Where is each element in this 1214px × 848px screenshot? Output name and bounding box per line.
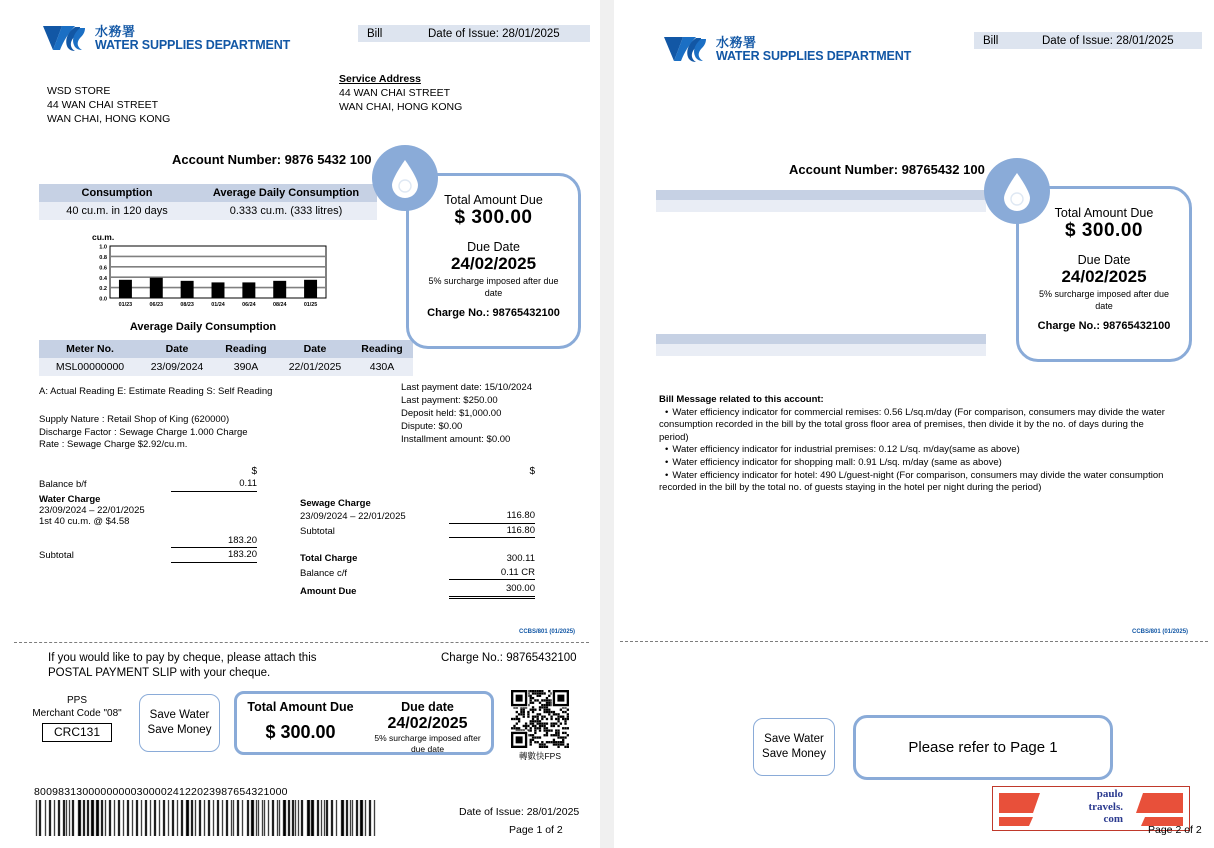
bill-message-item: • Water efficiency indicator for commercial remises: 0.56 L/sq.m/day (For comparison, consumers may divide the water consumption recorded in the bill by the total gross floor area of premises, then divide it by the no. of days during the period)	[659, 407, 1171, 445]
meter-reading1-value: 390A	[213, 358, 279, 376]
chart-y-axis-label: cu.m.	[92, 232, 115, 242]
bill-message-title: Bill Message related to this account:	[659, 394, 824, 405]
bill-message-list	[659, 407, 1171, 495]
water-charge-tier: 1st 40 cu.m. @ $4.58	[39, 515, 130, 527]
total-amount-value: $ 300.00	[454, 207, 533, 228]
bill-label: Bill	[367, 27, 383, 40]
stamp-text	[1088, 788, 1123, 826]
balance-bf-label: Balance b/f	[39, 479, 87, 490]
water-drop-icon	[1002, 171, 1032, 211]
water-currency-symbol: $	[251, 466, 257, 477]
cheque-instruction: If you would like to pay by cheque, please attach this POSTAL PAYMENT SLIP with your cheque.	[48, 652, 317, 679]
water-subtotal-label: Subtotal	[39, 550, 74, 561]
meter-date2-value: 22/01/2025	[279, 358, 351, 376]
tear-off-line-page2	[620, 641, 1208, 642]
supply-info	[39, 414, 248, 452]
avg-daily-value: 0.333 cu.m. (333 litres)	[195, 202, 377, 220]
mailing-address-line: WAN CHAI, HONG KONG	[47, 113, 171, 125]
redacted-bar	[656, 190, 986, 200]
wsd-masthead	[42, 24, 290, 54]
svg-text:08/24: 08/24	[272, 302, 287, 308]
sewage-period-amount: 116.80	[449, 509, 535, 524]
water-subtotal-row	[39, 548, 257, 563]
water-drop-badge	[372, 145, 438, 211]
dispute: Dispute: $0.00	[401, 421, 463, 432]
bill-message-item: • Water efficiency indicator for shopping mall: 0.91 L/sq. m/day (same as above)	[659, 457, 1171, 470]
total-amount-label: Total Amount Due	[1054, 206, 1154, 220]
account-number-page2: Account Number: 98765432 100	[789, 162, 985, 177]
svg-text:0.8: 0.8	[99, 255, 107, 261]
total-amount-due-box	[406, 173, 581, 349]
issue-date: Date of Issue: 28/01/2025	[428, 27, 560, 40]
due-date-value: 24/02/2025	[450, 254, 537, 273]
bill-label: Bill	[983, 34, 999, 47]
bill-message-item: • Water efficiency indicator for industrial premises: 0.12 L/sq. m/day(same as above)	[659, 444, 1171, 457]
total-amount-label: Total Amount Due	[444, 193, 543, 207]
svg-text:01/24: 01/24	[211, 302, 225, 308]
form-code-page2: CCBS/801 (01/2025)	[1132, 629, 1189, 635]
fps-qr-block	[511, 690, 569, 762]
sewage-period-row	[300, 509, 535, 524]
wsd-logo-icon	[663, 35, 707, 65]
page-separator	[600, 0, 614, 848]
balance-cf-amount: 0.11 CR	[449, 566, 535, 581]
due-date-label: Due Date	[467, 240, 520, 254]
redacted-bar	[656, 344, 986, 356]
chart-title: Average Daily Consumption	[129, 321, 277, 333]
total-charge-row	[300, 552, 535, 566]
fps-qr-code	[511, 690, 569, 748]
sewage-charge-title: Sewage Charge	[300, 498, 371, 509]
total-charge-label: Total Charge	[300, 553, 358, 564]
consumption-table	[39, 184, 377, 220]
meter-reading1-header: Reading	[213, 340, 279, 358]
consumption-value: 40 cu.m. in 120 days	[39, 202, 195, 220]
sewage-charge-block	[300, 466, 535, 599]
water-drop-icon	[390, 158, 420, 198]
payment-details	[401, 381, 532, 446]
water-drop-badge-page2	[984, 158, 1050, 224]
bill-header-bar-page2	[974, 32, 1202, 49]
amount-due-amount: 300.00	[449, 582, 535, 599]
save-water-line1: Save Water	[764, 733, 824, 745]
slip-total-label: Total Amount Due	[247, 700, 354, 714]
form-code-page1: CCBS/801 (01/2025)	[519, 629, 576, 635]
due-date-label: Due Date	[1077, 253, 1131, 267]
total-charge-amount: 300.11	[506, 553, 535, 564]
refer-text: Please refer to Page 1	[908, 739, 1058, 756]
meter-reading-legend: A: Actual Reading E: Estimate Reading S: Self Reading	[39, 386, 273, 397]
slip-total-column	[237, 694, 364, 752]
bill-header-bar	[358, 25, 590, 42]
bill-message	[659, 394, 1171, 495]
balance-bf-amount: 0.11	[171, 477, 257, 492]
water-tier-amount: 183.20	[171, 534, 257, 549]
balance-cf-label: Balance c/f	[300, 567, 347, 579]
bill-page-2	[614, 0, 1214, 848]
barcode-number: 800983130000000003000024122023987654321000	[34, 786, 288, 798]
charge-number: Charge No.: 98765432100	[1037, 320, 1171, 332]
stamp-line-3: com	[1103, 813, 1123, 825]
table-header-row	[39, 340, 413, 358]
sewage-subtotal-amount: 116.80	[449, 524, 535, 539]
meter-reading2-header: Reading	[351, 340, 413, 358]
slip-due-label: Due date	[401, 700, 454, 714]
surcharge-note: 5% surcharge imposed after due date	[1038, 289, 1170, 311]
sewage-subtotal-row	[300, 524, 535, 539]
svg-text:01/23: 01/23	[118, 302, 133, 308]
slip-charge-number: Charge No.: 98765432100	[441, 652, 577, 664]
svg-text:1.0: 1.0	[99, 244, 107, 251]
service-address-line: 44 WAN CHAI STREET	[339, 87, 451, 99]
avg-daily-header: Average Daily Consumption	[195, 184, 377, 202]
brand-name-en: WATER SUPPLIES DEPARTMENT	[95, 38, 291, 53]
mailing-address-line: WSD STORE	[47, 85, 111, 97]
save-water-line1: Save Water	[149, 709, 210, 721]
bill-message-item: • Water efficiency indicator for hotel: 490 L/guest-night (For comparison, consumers may divide the water consumption recorded in the bill by the total no. of guests staying in the hotel per night during the period)	[659, 470, 1171, 495]
slip-surcharge-note: 5% surcharge imposed after due date	[374, 733, 481, 754]
balance-cf-row	[300, 566, 535, 581]
supply-nature: Supply Nature : Retail Shop of King (620000)	[39, 414, 230, 425]
meter-date2-header: Date	[279, 340, 351, 358]
svg-text:06/23: 06/23	[149, 302, 164, 308]
water-subtotal-amount: 183.20	[171, 548, 257, 563]
water-charge-period: 23/09/2024 – 22/01/2025	[39, 504, 145, 516]
brand-name-en: WATER SUPPLIES DEPARTMENT	[716, 49, 912, 64]
pps-block	[22, 694, 132, 742]
svg-text:0.0: 0.0	[99, 296, 107, 303]
service-address-line: WAN CHAI, HONG KONG	[339, 101, 463, 113]
sewage-subtotal-label: Subtotal	[300, 525, 335, 537]
stamp-line-2: travels.	[1088, 800, 1123, 813]
save-water-line2: Save Money	[762, 748, 826, 760]
slip-total-amount: $ 300.00	[265, 722, 336, 742]
discharge-factor: Discharge Factor : Sewage Charge 1.000 Charge	[39, 426, 248, 438]
fps-caption: 轉數快FPS	[518, 751, 562, 761]
service-address-title: Service Address	[339, 73, 421, 85]
charge-number: Charge No.: 98765432100	[427, 307, 560, 319]
brand-name-cn: 水務署	[716, 35, 757, 50]
amount-due-row	[300, 582, 535, 599]
water-charge-title: Water Charge	[39, 493, 101, 505]
mailing-address-line: 44 WAN CHAI STREET	[47, 99, 159, 111]
page-number-1: Page 1 of 2	[509, 824, 563, 836]
balance-bf-row	[39, 477, 257, 492]
svg-text:08/23: 08/23	[180, 302, 194, 308]
tear-off-line	[14, 642, 589, 643]
total-amount-value: $ 300.00	[1065, 220, 1143, 241]
save-water-badge-page1	[139, 694, 220, 752]
sewage-currency-symbol: $	[529, 466, 535, 477]
refer-to-page1-box	[853, 715, 1113, 780]
meter-table	[39, 340, 413, 376]
meter-date1-header: Date	[141, 340, 213, 358]
last-payment-date: Last payment date: 15/10/2024	[401, 382, 532, 393]
mailing-address	[47, 84, 170, 126]
svg-text:01/25: 01/25	[303, 302, 318, 308]
bill-page-1	[0, 0, 600, 848]
last-payment: Last payment: $250.00	[401, 395, 498, 406]
redacted-bar	[656, 334, 986, 344]
total-amount-due-box-page2	[1016, 186, 1192, 362]
issue-date: Date of Issue: 28/01/2025	[1042, 34, 1174, 47]
svg-text:0.6: 0.6	[99, 265, 107, 272]
sewage-rate: Rate : Sewage Charge $2.92/cu.m.	[39, 439, 188, 451]
surcharge-note: 5% surcharge imposed after due date	[428, 276, 559, 298]
consumption-chart	[78, 232, 328, 333]
save-water-line2: Save Money	[147, 724, 212, 736]
meter-date1-value: 23/09/2024	[141, 358, 213, 376]
chart-plot-area	[78, 242, 328, 314]
wsd-logo-icon	[42, 24, 86, 54]
table-header-row	[39, 184, 377, 202]
redacted-bar	[656, 200, 986, 212]
consumption-header: Consumption	[39, 184, 195, 202]
pps-code-box: CRC131	[42, 723, 112, 742]
page-number-2: Page 2 of 2	[1148, 824, 1202, 836]
svg-text:0.2: 0.2	[99, 286, 107, 293]
slip-amount-box	[234, 691, 494, 755]
water-tier-amount-row	[39, 534, 257, 549]
pps-merchant-code: Merchant Code "08"	[32, 708, 122, 719]
meter-no-value: MSL00000000	[39, 358, 141, 376]
stamp-line-1: paulo	[1096, 788, 1123, 800]
table-row	[39, 202, 377, 220]
deposit-held: Deposit held: $1,000.00	[401, 408, 502, 419]
brand-name-cn: 水務署	[95, 24, 136, 39]
account-number: Account Number: 9876 5432 100	[172, 152, 372, 167]
meter-reading2-value: 430A	[351, 358, 413, 376]
issue-date-bottom: Date of Issue: 28/01/2025	[459, 806, 580, 818]
water-charge-block	[39, 466, 257, 563]
payment-barcode	[34, 800, 378, 836]
save-water-badge-page2	[753, 718, 835, 776]
amount-due-label: Amount Due	[300, 586, 357, 597]
sewage-charge-period: 23/09/2024 – 22/01/2025	[300, 511, 406, 522]
due-date-value: 24/02/2025	[1061, 267, 1147, 286]
svg-text:0.4: 0.4	[99, 275, 107, 282]
slip-due-date: 24/02/2025	[387, 715, 468, 732]
pps-label: PPS	[66, 695, 87, 706]
installment-amount: Installment amount: $0.00	[401, 434, 511, 445]
wsd-masthead-page2	[663, 35, 911, 65]
service-address	[339, 72, 462, 114]
slip-due-column	[364, 694, 491, 752]
svg-text:06/24: 06/24	[242, 302, 256, 308]
table-row	[39, 358, 413, 376]
meter-no-header: Meter No.	[39, 340, 141, 358]
